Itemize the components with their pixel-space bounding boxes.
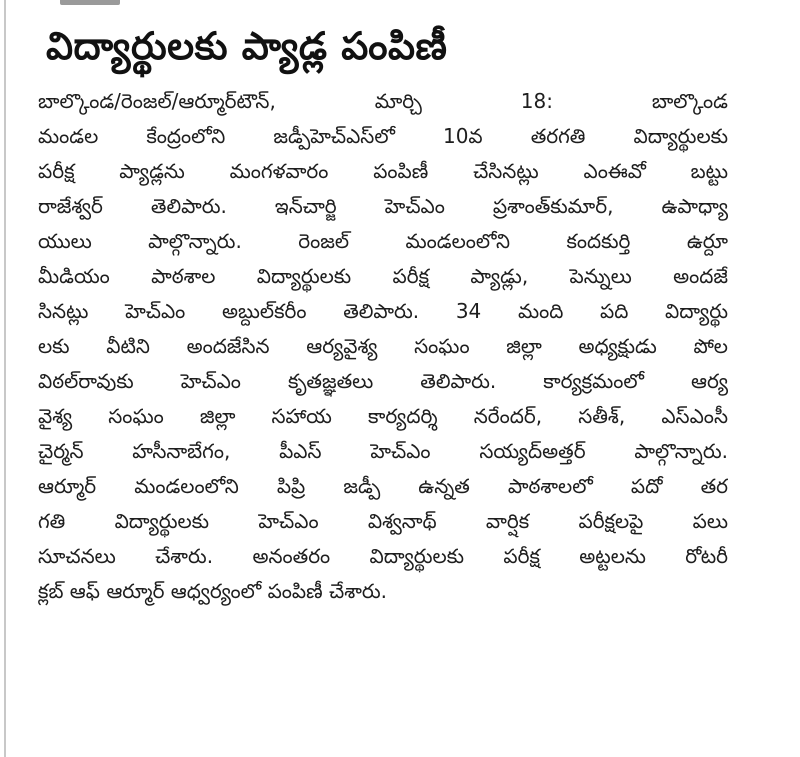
article-body-line: మీడియం పాఠశాల విద్యార్థులకు పరీక్ష ప్యాడ్లు, పెన్నులు అందజే bbox=[38, 264, 728, 288]
previous-article-fragment bbox=[60, 0, 120, 5]
article-body-line: మండల కేంద్రంలోని జడ్పీహెచ్ఎస్‌లో 10వ తరగతి విద్యార్థులకు bbox=[38, 124, 728, 148]
article-body-line: రాజేశ్వర్ తెలిపారు. ఇన్‌చార్జి హెచ్ఎం ప్రశాంత్‌కుమార్, ఉపాధ్యా bbox=[38, 194, 728, 218]
article-body-line: సూచనలు చేశారు. అనంతరం విద్యార్థులకు పరీక్ష అట్టలను రోటరీ bbox=[38, 544, 728, 568]
article-body-line: ఆర్మూర్ మండలంలోని పిప్రి జడ్పీ ఉన్నత పాఠశాలలో పదో తర bbox=[38, 474, 728, 498]
column-divider bbox=[4, 0, 6, 757]
article-body-line: విఠల్‌రావుకు హెచ్ఎం కృతజ్ఞతలు తెలిపారు. కార్యక్రమంలో ఆర్య bbox=[38, 369, 728, 393]
article-body-line: క్లబ్ ఆఫ్ ఆర్మూర్ ఆధ్వర్యంలో పంపిణీ చేశారు. bbox=[38, 579, 388, 603]
article-body-line: సినట్లు హెచ్ఎం అబ్దుల్‌కరీం తెలిపారు. 34 మంది పది విద్యార్థు bbox=[38, 299, 728, 323]
article-body-line: పరీక్ష ప్యాడ్లను మంగళవారం పంపిణీ చేసినట్లు ఎంఈవో బట్టు bbox=[38, 159, 728, 183]
article-body-line: బాల్కొండ/రెంజల్/ఆర్మూర్‌టౌన్, మార్చి 18: బాల్కొండ bbox=[38, 89, 728, 113]
article-headline: విద్యార్థులకు ప్యాడ్ల పంపిణీ bbox=[46, 24, 448, 68]
article-body-line: లకు వీటిని అందజేసిన ఆర్యవైశ్య సంఘం జిల్లా అధ్యక్షుడు పోల bbox=[38, 334, 728, 358]
article-body-line: యులు పాల్గొన్నారు. రెంజల్ మండలంలోని కందకుర్తి ఉర్దూ bbox=[38, 229, 728, 253]
article-body-line: గతి విద్యార్థులకు హెచ్ఎం విశ్వనాథ్ వార్షిక పరీక్షలపై పలు bbox=[38, 509, 728, 533]
article-body-line: చైర్మన్ హసీనాబేగం, పీఎస్ హెచ్ఎం సయ్యద్‌అత్తర్ పాల్గొన్నారు. bbox=[38, 439, 728, 463]
article-body-line: వైశ్య సంఘం జిల్లా సహాయ కార్యదర్శి నరేందర్, సతీశ్, ఎస్ఎంసీ bbox=[38, 404, 728, 428]
article-body bbox=[38, 84, 728, 609]
news-article bbox=[38, 20, 728, 609]
